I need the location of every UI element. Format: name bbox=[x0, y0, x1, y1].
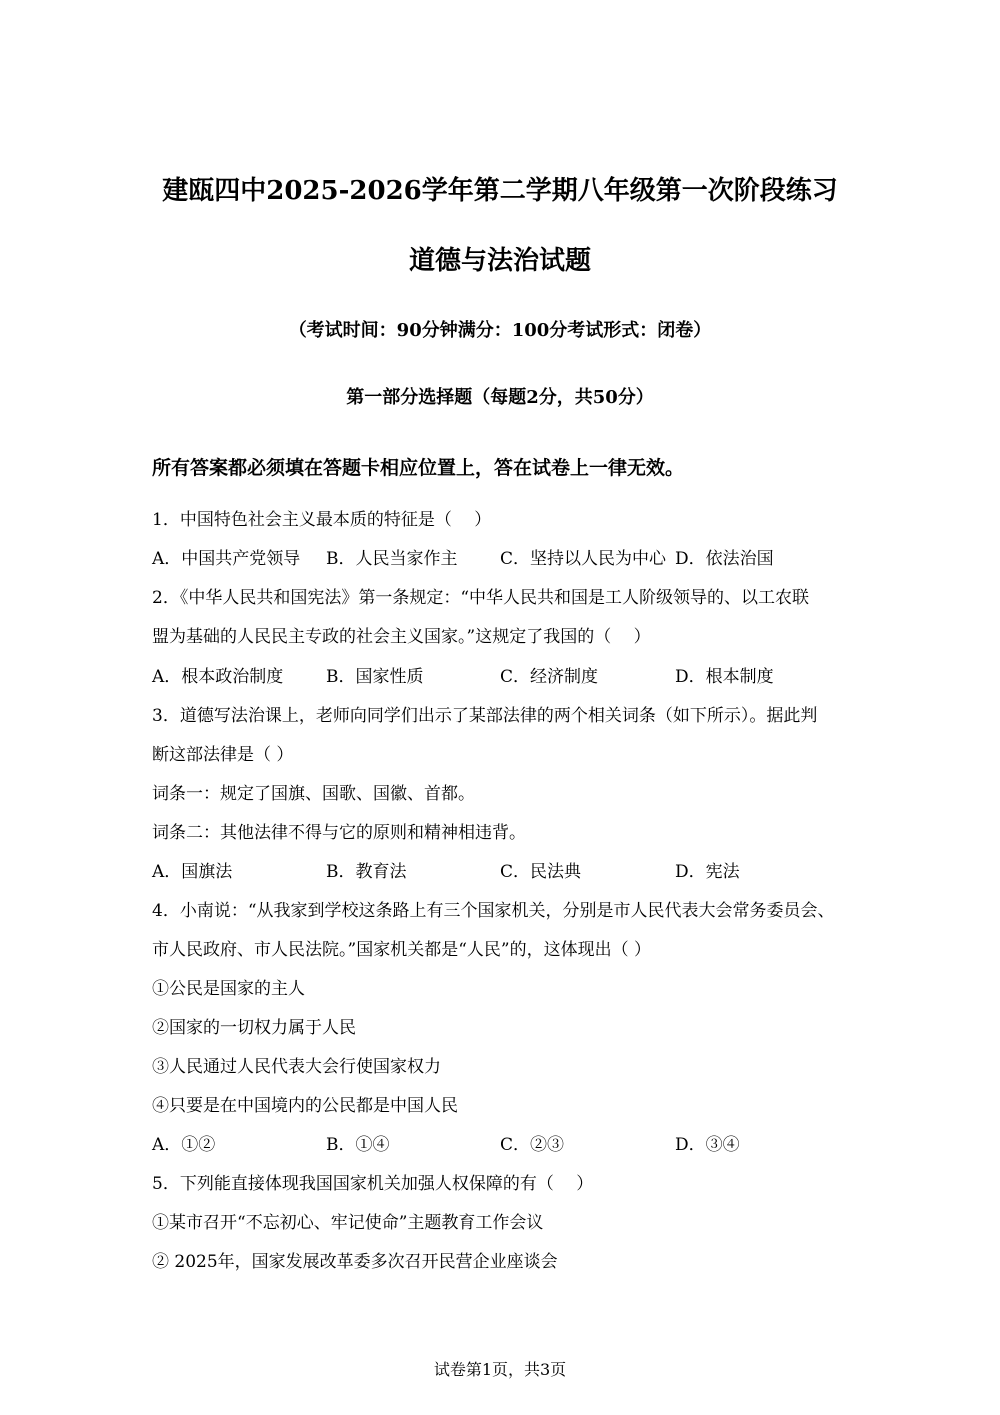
question-1-stem: 1．中国特色社会主义最本质的特征是（ ） bbox=[152, 510, 492, 530]
question-3-stem-line-2: 断这部法律是（ ） bbox=[152, 745, 294, 765]
question-1-option-c: C．坚持以人民为中心 bbox=[500, 549, 667, 569]
question-4-statement-1: ①公民是国家的主人 bbox=[152, 979, 305, 999]
question-4-stem-line-1: 4．小南说：“从我家到学校这条路上有三个国家机关，分别是市人民代表大会常务委员会、 bbox=[152, 901, 835, 921]
question-4-statement-2: ②国家的一切权力属于人民 bbox=[152, 1018, 356, 1038]
question-3-option-a: A．国旗法 bbox=[152, 862, 233, 882]
question-3-option-b: B．教育法 bbox=[326, 862, 407, 882]
question-3-stem-line-1: 3．道德写法治课上，老师向同学们出示了某部法律的两个相关词条（如下所示）。据此判 bbox=[152, 706, 818, 726]
question-3-option-d: D．宪法 bbox=[675, 862, 740, 882]
question-3-option-c: C．民法典 bbox=[500, 862, 582, 882]
question-1-option-d: D．依法治国 bbox=[675, 549, 774, 569]
exam-info: （考试时间：90分钟满分：100分考试形式：闭卷） bbox=[288, 320, 712, 341]
question-2-option-a: A．根本政治制度 bbox=[152, 667, 284, 687]
question-2-option-b: B．国家性质 bbox=[326, 667, 424, 687]
question-4-statement-4: ④只要是在中国境内的公民都是中国人民 bbox=[152, 1096, 458, 1116]
question-5-statement-1: ①某市召开“不忘初心、牢记使命”主题教育工作会议 bbox=[152, 1213, 544, 1233]
question-5-stem: 5．下列能直接体现我国国家机关加强人权保障的有（ ） bbox=[152, 1174, 594, 1194]
question-4-statement-3: ③人民通过人民代表大会行使国家权力 bbox=[152, 1057, 441, 1077]
question-4-stem-line-2: 市人民政府、市人民法院。”国家机关都是“人民”的，这体现出（ ） bbox=[152, 940, 651, 960]
question-4-option-d: D．③④ bbox=[675, 1135, 740, 1155]
question-2-stem-line-2: 盟为基础的人民民主专政的社会主义国家。”这规定了我国的（ ） bbox=[152, 627, 651, 647]
question-2-option-c: C．经济制度 bbox=[500, 667, 599, 687]
question-2-stem-line-1: 2．《中华人民共和国宪法》第一条规定：“中华人民共和国是工人阶级领导的、以工农联 bbox=[152, 588, 810, 608]
question-1-option-a: A．中国共产党领导 bbox=[152, 549, 301, 569]
question-3-entry-1: 词条一：规定了国旗、国歌、国徽、首都。 bbox=[152, 784, 475, 804]
question-2-option-d: D．根本制度 bbox=[675, 667, 774, 687]
page-footer: 试卷第1页，共3页 bbox=[433, 1360, 567, 1379]
question-4-option-c: C．②③ bbox=[500, 1135, 565, 1155]
exam-subject-title: 道德与法治试题 bbox=[408, 246, 591, 276]
section-title: 第一部分选择题（每题2分，共50分） bbox=[346, 387, 654, 408]
exam-title: 建瓯四中2025-2026学年第二学期八年级第一次阶段练习 bbox=[162, 176, 838, 206]
question-4-option-a: A．①② bbox=[152, 1135, 216, 1155]
question-1-option-b: B．人民当家作主 bbox=[326, 549, 458, 569]
question-5-statement-2: ② 2025年，国家发展改革委多次召开民营企业座谈会 bbox=[152, 1252, 558, 1272]
question-3-entry-2: 词条二：其他法律不得与它的原则和精神相违背。 bbox=[152, 823, 526, 843]
answer-notice: 所有答案都必须填在答题卡相应位置上，答在试卷上一律无效。 bbox=[152, 457, 685, 479]
question-4-option-b: B．①④ bbox=[326, 1135, 390, 1155]
